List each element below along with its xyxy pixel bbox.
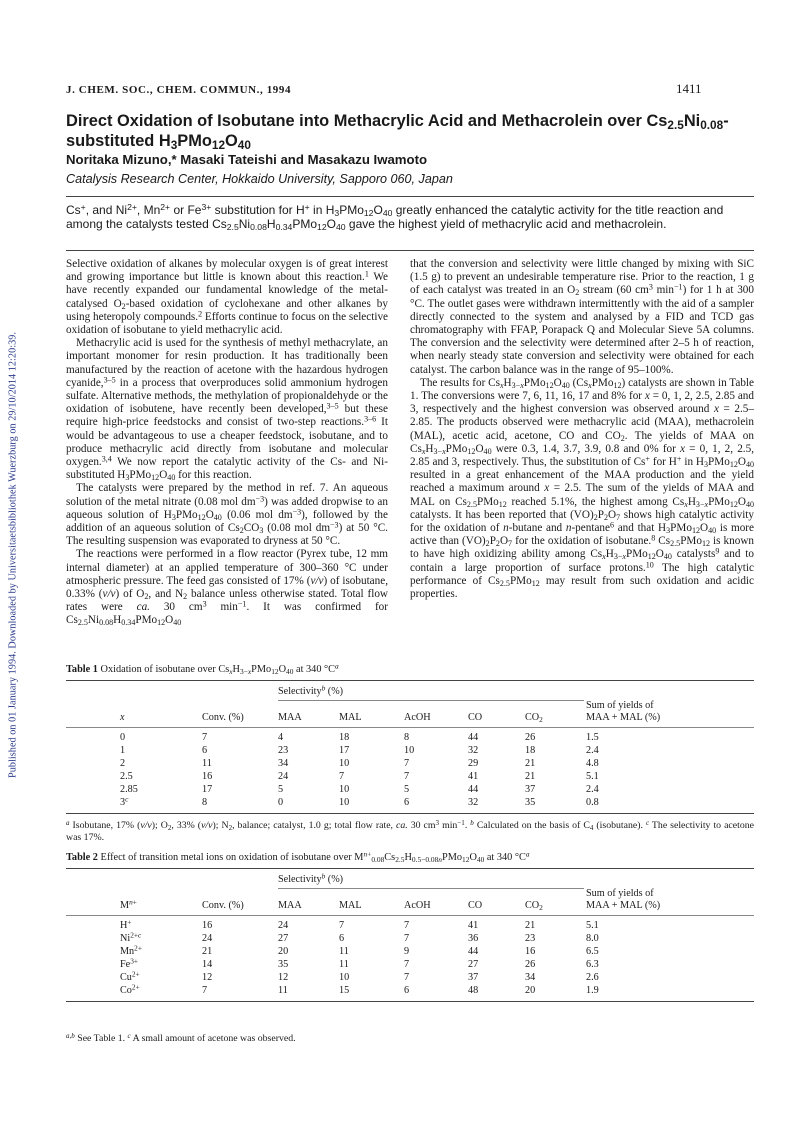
table2-cell: 12: [278, 972, 289, 983]
table2-cell: $Co^{2+}$: [120, 982, 140, 996]
body-column-left: [66, 258, 388, 628]
table1-cell: 2.85: [120, 784, 138, 795]
table1-cell: 41: [468, 771, 479, 782]
table1-cell: 29: [468, 758, 479, 769]
table2-column-header: $CO_2$: [525, 900, 543, 912]
table1-column-header: MAL: [339, 712, 362, 723]
table2-cell: 8.0: [586, 933, 599, 944]
table2-cell: 12: [202, 972, 213, 983]
table2-footnote: $^{a,b}$ See Table 1. $^c$ A small amount of acetone was observed.: [66, 1031, 296, 1044]
table1-cell: 6: [404, 797, 410, 808]
table1-column-header: AcOH: [404, 712, 431, 723]
table2-cell: 15: [339, 985, 350, 996]
table1-cell: 44: [468, 732, 479, 743]
table1-column-header: x: [120, 712, 125, 723]
table1-selectivity-header: Selectivity$^b$ (%): [278, 683, 344, 697]
table2-cell: 10: [339, 972, 350, 983]
table1-cell: 23: [278, 745, 289, 756]
table1-cell: 11: [202, 758, 212, 769]
table2-cell: 48: [468, 985, 479, 996]
table1-cell: 5.1: [586, 771, 599, 782]
table2-cell: 20: [525, 985, 536, 996]
table1-cell: 10: [404, 745, 415, 756]
table2-cell: 11: [339, 959, 349, 970]
table1-cell: 0.8: [586, 797, 599, 808]
table2-cell: 24: [202, 933, 213, 944]
table1-sum-header: Sum of yields of: [586, 700, 654, 711]
table2-cell: 2.6: [586, 972, 599, 983]
table2-cell: 37: [468, 972, 479, 983]
abstract-bottom-rule: [66, 250, 754, 251]
page-number: 1411: [676, 81, 702, 96]
table2-cell: H+: [120, 917, 132, 931]
table2-cell: 44: [468, 946, 479, 957]
table1-cell: 21: [525, 758, 536, 769]
table2-cell: 7: [404, 959, 410, 970]
table1-cell: 24: [278, 771, 289, 782]
table2-cell: 6.5: [586, 946, 599, 957]
table2-column-header: $M^{n+}$: [120, 897, 137, 911]
table2-cell: 26: [525, 959, 536, 970]
body-column-right: [410, 258, 754, 601]
table2-column-header: MAA: [278, 900, 302, 911]
table2-cell: $Cu^{2+}$: [120, 969, 140, 983]
abstract-top-rule: [66, 196, 754, 197]
table1-cell: 4.8: [586, 758, 599, 769]
table1-cell: 7: [404, 771, 410, 782]
table1-cell: 10: [339, 797, 350, 808]
paragraph: Methacrylic acid is used for the synthesis of methyl methacrylate, an important monomer for resin production. It has traditionally been manufactured by the reaction of acetone with the hazardous hydrogen cyanide,$^{3-5}$ in a process that overproduces solid ammonium hydrogen sulfate. Alternative methods, the methylation of propionaldehyde or the oxidation of isobutene, have recently been developed,$^{3-5}$ but these require high-price feedstocks and consist of two-step reactions.$^{3-6}$ It would be advantageous to use a cheaper feedstock, isobutane, and to produce methacrylic acid directly from isobutane and molecular oxygen.$^{3,4}$ We now report the catalytic activity of the Cs- and Ni-substituted $H_3PMo_{12}O_{40}$ for this reaction.: [66, 337, 388, 483]
table2-cell: 9: [404, 946, 410, 957]
table1-label: Table 1: [66, 664, 98, 675]
table2-cell: 5.1: [586, 920, 599, 931]
table1-cell: 7: [202, 732, 208, 743]
table1-cell: 2.5: [120, 771, 133, 782]
table1-column-header: CO: [468, 712, 483, 723]
article-title: Direct Oxidation of Isobutane into Methacrylic Acid and Methacrolein over $Cs_{2.5}Ni_{0.08}$-substituted $H_3PMo_{12}O_{40}$: [66, 112, 729, 152]
table1-cell: 7: [339, 771, 345, 782]
table2-cell: 24: [278, 920, 289, 931]
table2-cell: 16: [202, 920, 213, 931]
table2-cell: 11: [339, 946, 349, 957]
table1-cell: 2.4: [586, 745, 599, 756]
table1-cell: 18: [525, 745, 536, 756]
table2-cell: 36: [468, 933, 479, 944]
table2-cell: 6: [339, 933, 345, 944]
abstract: Cs+, and $Ni^{2+}$, $Mn^{2+}$ or $Fe^{3+}$ substitution for H+ in $H_3PMo_{12}O_{40}$ greatly enhanced the catalytic activity for the title reaction and among the catalysts tested $Cs_{2.5}Ni_{0.08}H_{0.34}PMo_{12}O_{40}$ gave the highest yield of methacrylic acid and methacrolein.: [66, 202, 724, 233]
table1-cell: 0: [278, 797, 284, 808]
authors: Noritaka Mizuno,* Masaki Tateishi and Masakazu Iwamoto: [66, 152, 428, 167]
table2-cell: $Ni^{2+c}$: [120, 930, 142, 944]
table1-top-rule: [66, 680, 754, 681]
table1-cell: 5: [404, 784, 410, 795]
table2-caption: Table 2 Effect of transition metal ions on oxidation of isobutane over $M^{n+}_{0.08}Cs_{2.5}H_{0.5-0.08n}PMo_{12}O_{40}$ at 340 $^\circ C^a$: [66, 849, 530, 864]
table1-header-rule: [66, 727, 754, 728]
table2-cell: 20: [278, 946, 289, 957]
table1-cell: 0: [120, 732, 126, 743]
table2-cell: 27: [468, 959, 479, 970]
table1-caption: Table 1 Oxidation of isobutane over $Cs_xH_{3-x}PMo_{12}O_{40}$ at 340 $^\circ C^a$: [66, 661, 339, 676]
table2-column-header: CO: [468, 900, 483, 911]
table1-cell: 6: [202, 745, 208, 756]
paragraph: The results for $Cs_xH_{3-x}PMo_{12}O_{40}$ $(Cs_xPMo_{12})$ catalysts are shown in Table 1. The conversions were 7, 6, 11, 16, 17 and 8% for x = 0, 1, 2, 2.5, 2.85 and 3, respectively and the highest conversion was observed around x = 2.5–2.85. The products observed were methacrylic acid (MAA), methacrolein (MAL), acetic acid, acetone, CO and $CO_2$. The yields of MAA on $Cs_xH_{3-x}PMo_{12}O_{40}$ were 0.3, 1.4, 3.7, 3.9, 0.8 and 0% for x = 0, 1, 2, 2.5, 2.85 and 3, respectively. Thus, the substitution of Cs+ for H+ in $H_3PMo_{12}O_{40}$ resulted in a great enhancement of the MAA production and the yield reached a maximum around x = 2.5. The sum of the yields of MAA and MAL on $Cs_{2.5}PMo_{12}$ reached 5.1%, the highest among $Cs_xH_{3-x}PMo_{12}O_{40}$ catalysts. It has been reported that $(VO)_2P_2O_7$ shows high catalytic activity for the oxidation of n-butane and n-pentane$^6$ and that $H_3PMo_{12}O_{40}$ is more active than $(VO)_2P_2O_7$ for the oxidation of isobutane.$^8$ $Cs_{2.5}PMo_{12}$ is known to have high oxidizing ability among $Cs_xH_{3-x}PMo_{12}O_{40}$ catalysts$^9$ and to contain a large proportion of surface protons.$^{10}$ The high catalytic performance of $Cs_{2.5}PMo_{12}$ may result from such oxidation and acidic properties.: [410, 376, 755, 601]
download-notice: Published on 01 January 1994. Downloaded by Universitaetsbibliothek Wuerzburg on 29/10/2014 12:20:39.: [7, 332, 19, 778]
table2-cell: 7: [404, 972, 410, 983]
table1-cell: 2: [120, 758, 126, 769]
table1-cell: 35: [525, 797, 536, 808]
table1-column-header: $CO_2$: [525, 712, 543, 724]
table1-cell: 16: [202, 771, 213, 782]
table2-sum-header: Sum of yields of: [586, 888, 654, 899]
table2-cell: 41: [468, 920, 479, 931]
table1-bottom-rule: [66, 813, 754, 814]
table1-cell: 32: [468, 745, 479, 756]
table1-cell: 1.5: [586, 732, 599, 743]
paragraph: Selective oxidation of alkanes by molecular oxygen is of great interest and growing importance but little is known about this reaction.$^1$ We have recently expanded our fundamental knowledge of the metal-catalysed $O_2$-based oxidation of cyclohexane and other alkanes by using heteropoly compounds.$^2$ Efforts continue to focus on the selective oxidation of isobutane to yield methacrylic acid.: [66, 258, 389, 337]
table2-cell: $Mn^{2+}$: [120, 943, 142, 957]
table2-cell: 6: [404, 985, 410, 996]
table1-cell: 37: [525, 784, 536, 795]
table2-cell: 21: [525, 920, 536, 931]
paragraph: The reactions were performed in a flow reactor (Pyrex tube, 12 mm internal diameter) at an applied temperature of 300–360 °C under atmospheric pressure. The feed gas consisted of 17% (v/v) of isobutane, 0.33% (v/v) of $O_2$, and $N_2$ balance unless otherwise stated. Total flow rates were ca. 30 $cm^3$ $\min^{-1}$. It was confirmed for $Cs_{2.5}Ni_{0.08}H_{0.34}PMo_{12}O_{40}$: [66, 548, 389, 628]
table2-cell: 34: [525, 972, 536, 983]
table2-top-rule: [66, 868, 754, 869]
table2-label: Table 2: [66, 852, 98, 863]
table1-cell: 21: [525, 771, 536, 782]
table1-cell: 7: [404, 758, 410, 769]
table1-column-header: MAA: [278, 712, 302, 723]
table2-cell: 21: [202, 946, 213, 957]
table2-cell: 14: [202, 959, 213, 970]
table2-cell: 27: [278, 933, 289, 944]
table1-cell: 26: [525, 732, 536, 743]
table2-selectivity-header: Selectivity$^b$ (%): [278, 871, 344, 885]
table2-sum-header: MAA + MAL (%): [586, 900, 661, 911]
journal-header: J. CHEM. SOC., CHEM. COMMUN., 1994: [66, 84, 292, 96]
table1-cell: 18: [339, 732, 350, 743]
table2-cell: 23: [525, 933, 536, 944]
table2-cell: 7: [202, 985, 208, 996]
table1-cell: 8: [404, 732, 410, 743]
table2-cell: 1.9: [586, 985, 599, 996]
table2-column-header: MAL: [339, 900, 362, 911]
table1-cell: 5: [278, 784, 284, 795]
table2-column-header: Conv. (%): [202, 900, 244, 911]
table1-cell: 17: [202, 784, 213, 795]
table1-cell: 44: [468, 784, 479, 795]
table2-cell: 35: [278, 959, 289, 970]
table1-cell: 32: [468, 797, 479, 808]
table1-selectivity-rule: [278, 700, 584, 701]
table1-footnote: $^a$ Isobutane, 17% (v/v); $O_2$, 33% (v/v); $N_2$, balance; catalyst, 1.0 g; total flow rate, ca. 30 $cm^3$ $\min^{-1}$. $^b$ Calculated on the basis of $C_4$ (isobutane). $^c$ The selectivity to acetone was 17%.: [66, 818, 754, 844]
table2-cell: 11: [278, 985, 288, 996]
table2-selectivity-rule: [278, 888, 584, 889]
table1-cell: 8: [202, 797, 208, 808]
table2-cell: 6.3: [586, 959, 599, 970]
paragraph: The catalysts were prepared by the method in ref. 7. An aqueous solution of the metal nitrate (0.08 mol $dm^{-3}$) was added dropwise to an aqueous solution of $H_3PMo_{12}O_{40}$ (0.06 mol $dm^{-3}$), followed by the addition of an aqueous solution of $Cs_2CO_3$ (0.08 mol $dm^{-3}$) at 50 °C. The resulting suspension was evaporated to dryness at 50 °C.: [66, 482, 388, 548]
table1-sum-header: MAA + MAL (%): [586, 712, 661, 723]
table2-cell: 7: [404, 920, 410, 931]
table1-column-header: Conv. (%): [202, 712, 244, 723]
table1-cell: 4: [278, 732, 284, 743]
table2-header-rule: [66, 915, 754, 916]
table2: [66, 868, 754, 1030]
table1-cell: 10: [339, 758, 350, 769]
affiliation: Catalysis Research Center, Hokkaido University, Sapporo 060, Japan: [66, 172, 453, 186]
table2-column-header: AcOH: [404, 900, 431, 911]
table1-cell: 2.4: [586, 784, 599, 795]
table1-cell: 34: [278, 758, 289, 769]
table2-bottom-rule: [66, 1001, 754, 1002]
table2-cell: 7: [404, 933, 410, 944]
paragraph: that the conversion and selectivity were little changed by mixing with SiC (1.5 g) to prevent an undesirable temperature rise. Prior to the reaction, 1 g of each catalyst was treated in an $O_2$ stream (60 $cm^3$ $\min^{-1}$) for 1 h at 300 °C. The outlet gases were withdrawn intermittently with the aid of a sampler directly connected to the system and analysed by a FID and TCD gas chromatography with FFAP, Porapack Q and Molecular Sieve 5A columns. The conversion and the selectivity were determined after 2–5 h of reaction, when nearly steady state conversion and selectivity were obtained for each catalyst. The carbon balance was in the range of 95–100%.: [410, 258, 754, 376]
table1-cell: 17: [339, 745, 350, 756]
table2-cell: 7: [339, 920, 345, 931]
table1-cell: 10: [339, 784, 350, 795]
table1-cell: 1: [120, 745, 126, 756]
table1-cell: 3$^c$: [120, 794, 129, 808]
table2-cell: $Fe^{3+}$: [120, 956, 138, 970]
table2-cell: 16: [525, 946, 536, 957]
